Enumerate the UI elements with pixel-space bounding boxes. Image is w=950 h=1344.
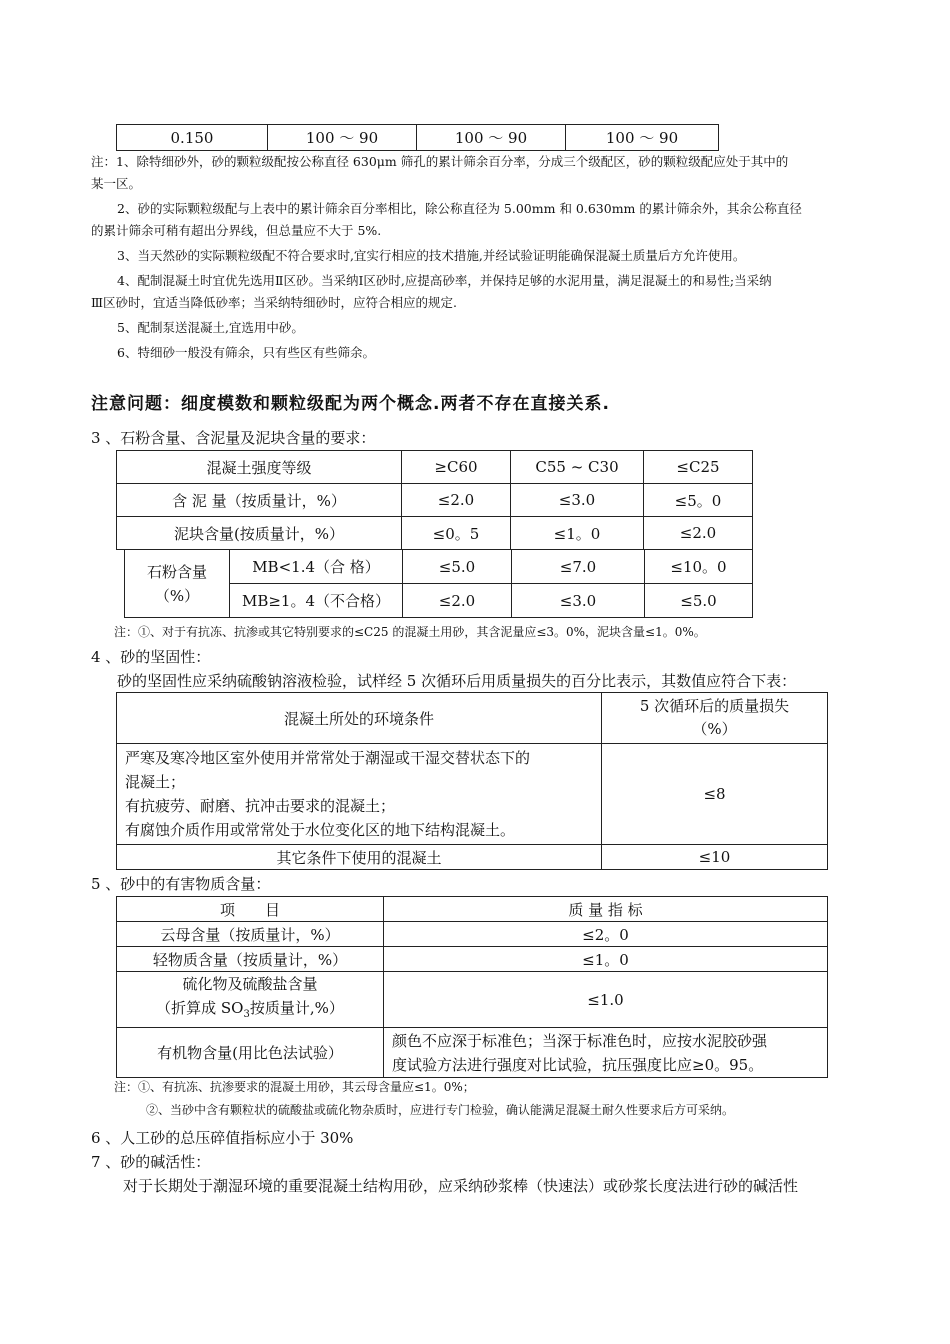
value-cell: ≤7.0	[512, 550, 645, 584]
env-line: 混凝土；	[125, 773, 186, 791]
row-label: 有机物含量(用比色法试验）	[117, 1028, 384, 1078]
value-cell: ≤1。0	[511, 517, 644, 550]
section-4-title: 4 、砂的坚固性：	[91, 648, 211, 666]
header-line: （%）	[692, 720, 737, 738]
value-cell: ≤5.0	[403, 550, 512, 584]
header-cell	[602, 693, 828, 744]
row-label: 云母含量（按质量计，%）	[117, 922, 384, 947]
table-row	[117, 897, 828, 922]
section-5-note-2: ②、当砂中含有颗粒状的硫酸盐或硫化物杂质时，应进行专门检验，确认能满足混凝土耐久性要求后方可采纳。	[146, 1103, 735, 1117]
value-cell: ≤0。5	[402, 517, 511, 550]
table-row	[117, 693, 828, 744]
note-line: Ⅲ区砂时，宜适当降低砂率；当采纳特细砂时，应符合相应的规定.	[91, 295, 458, 310]
table-row	[117, 125, 719, 151]
value-cell: ≤2。0	[384, 922, 828, 947]
attention-heading: 注意问题：细度模数和颗粒级配为两个概念.两者不存在直接关系.	[91, 394, 610, 414]
table-row	[117, 1028, 828, 1078]
env-line: 严寒及寒冷地区室外使用并常常处于潮湿或干湿交替状态下的	[125, 749, 531, 767]
value-cell: ≤1.0	[384, 972, 828, 1028]
table-row	[117, 922, 828, 947]
note-line: 某一区。	[91, 176, 142, 191]
value-cell: ≤3.0	[512, 584, 645, 618]
value-cell: ≤3.0	[511, 484, 644, 517]
note-line: 4、配制混凝土时宜优先选用Ⅱ区砂。当采纳Ⅰ区砂时,应提高砂率，并保持足够的水泥用量，满足混凝土的和易性;当采纳	[117, 273, 772, 288]
value-cell: ≤2.0	[403, 584, 512, 618]
value-cell: ≤1。0	[384, 947, 828, 972]
header-cell: ≥C60	[402, 451, 511, 484]
header-cell: C55 ~ C30	[511, 451, 644, 484]
note-line: 3、当天然砂的实际颗粒级配不符合要求时,宜实行相应的技术措施,并经试验证明能确保混凝土质量后方允许使用。	[117, 248, 746, 263]
grading-notes	[91, 151, 891, 364]
row-label	[117, 972, 384, 1028]
section-5-title: 5 、砂中的有害物质含量：	[91, 875, 271, 893]
clay-content-table	[116, 450, 753, 550]
label-part: 按质量计,%）	[249, 999, 344, 1017]
table-row	[125, 550, 753, 584]
value-cell: ≤8	[602, 744, 828, 845]
value-cell: ≤5。0	[644, 484, 753, 517]
table-row	[117, 972, 828, 1028]
value-cell: ≤2.0	[644, 517, 753, 550]
sieve-size-cell: 0.150	[117, 125, 268, 151]
zone1-cell: 100 ～ 90	[268, 125, 417, 151]
criteria-line: 颜色不应深于标准色；当深于标准色时，应按水泥胶砂强	[392, 1031, 768, 1050]
label-line: 硫化物及硫酸盐含量	[182, 975, 318, 993]
header-cell: ≤C25	[644, 451, 753, 484]
value-cell: ≤10	[602, 845, 828, 870]
stone-powder-unit: （%）	[154, 586, 200, 605]
environment-cell: 其它条件下使用的混凝土	[117, 845, 602, 870]
table-row	[117, 451, 753, 484]
note-line: 6、特细砂一般没有筛余，只有些区有些筛余。	[117, 345, 375, 360]
value-cell: ≤5.0	[645, 584, 753, 618]
table-row	[117, 845, 828, 870]
env-line: 有抗疲劳、耐磨、抗冲击要求的混凝土；	[125, 797, 396, 815]
row-label: 轻物质含量（按质量计，%）	[117, 947, 384, 972]
note-line: 5、配制泵送混凝土,宜选用中砂。	[117, 320, 304, 335]
subscript: 3	[243, 1009, 250, 1020]
table-row	[117, 484, 753, 517]
zone3-cell: 100 ～ 90	[566, 125, 719, 151]
header-cell: 混凝土所处的环境条件	[117, 693, 602, 744]
row-label: 含 泥 量（按质量计，%）	[117, 484, 402, 517]
section-3-title: 3 、石粉含量、含泥量及泥块含量的要求：	[91, 429, 376, 447]
section-7-text: 对于长期处于潮湿环境的重要混凝土结构用砂，应采纳砂浆棒（快速法）或砂浆长度法进行砂的碱活性	[123, 1177, 799, 1195]
zone2-cell: 100 ～ 90	[417, 125, 566, 151]
environment-cell	[117, 744, 602, 845]
section-3-note: 注：①、对于有抗冻、抗渗或其它特别要求的≤C25 的混凝土用砂，其含泥量应≤3。0%，泥块含量≤1。0%。	[114, 625, 706, 639]
table-row	[117, 947, 828, 972]
section-5-note-1: 注：①、有抗冻、抗渗要求的混凝土用砂，其云母含量应≤1。0%；	[114, 1080, 475, 1094]
label-line	[117, 996, 383, 1027]
note-line: 的累计筛余可稍有超出分界线，但总量应不大于 5%.	[91, 223, 382, 238]
stone-powder-label	[125, 550, 230, 618]
label-part: （折算成 SO	[156, 999, 244, 1017]
section-7-title: 7 、砂的碱活性：	[91, 1153, 211, 1171]
env-line: 有腐蚀介质作用或常常处于水位变化区的地下结构混凝土。	[125, 821, 516, 839]
table-row	[117, 744, 828, 845]
organic-criteria-cell	[384, 1028, 828, 1078]
criteria-line: 度试验方法进行强度对比试验，抗压强度比应≥0。95。	[392, 1055, 764, 1074]
stone-powder-label-line: 石粉含量	[146, 562, 207, 581]
header-cell: 项 目	[117, 897, 384, 922]
section-6: 6 、人工砂的总压碎值指标应小于 30%	[91, 1129, 354, 1147]
mb-condition: MB<1.4（合 格）	[230, 550, 403, 584]
row-label: 泥块含量(按质量计，%）	[117, 517, 402, 550]
soundness-table	[116, 692, 828, 870]
sieve-table	[116, 124, 719, 151]
header-cell: 混凝土强度等级	[117, 451, 402, 484]
note-line: 2、砂的实际颗粒级配与上表中的累计筛余百分率相比，除公称直径为 5.00mm 和 0.630mm 的累计筛余外，其余公称直径	[117, 201, 802, 216]
section-4-intro: 砂的坚固性应采纳硫酸钠溶液检验，试样经 5 次循环后用质量损失的百分比表示，其数值应符合下表：	[117, 672, 797, 690]
header-cell: 质 量 指 标	[384, 897, 828, 922]
table-row	[117, 517, 753, 550]
stone-powder-table	[124, 549, 753, 618]
harmful-substances-table	[116, 896, 828, 1078]
mb-condition: MB≥1。4（不合格）	[230, 584, 403, 618]
note-line: 注：1、除特细砂外，砂的颗粒级配按公称直径 630μm 筛孔的累计筛余百分率，分成三个级配区，砂的颗粒级配应处于其中的	[91, 154, 789, 169]
header-line: 5 次循环后的质量损失	[639, 697, 790, 715]
value-cell: ≤2.0	[402, 484, 511, 517]
value-cell: ≤10。0	[645, 550, 753, 584]
